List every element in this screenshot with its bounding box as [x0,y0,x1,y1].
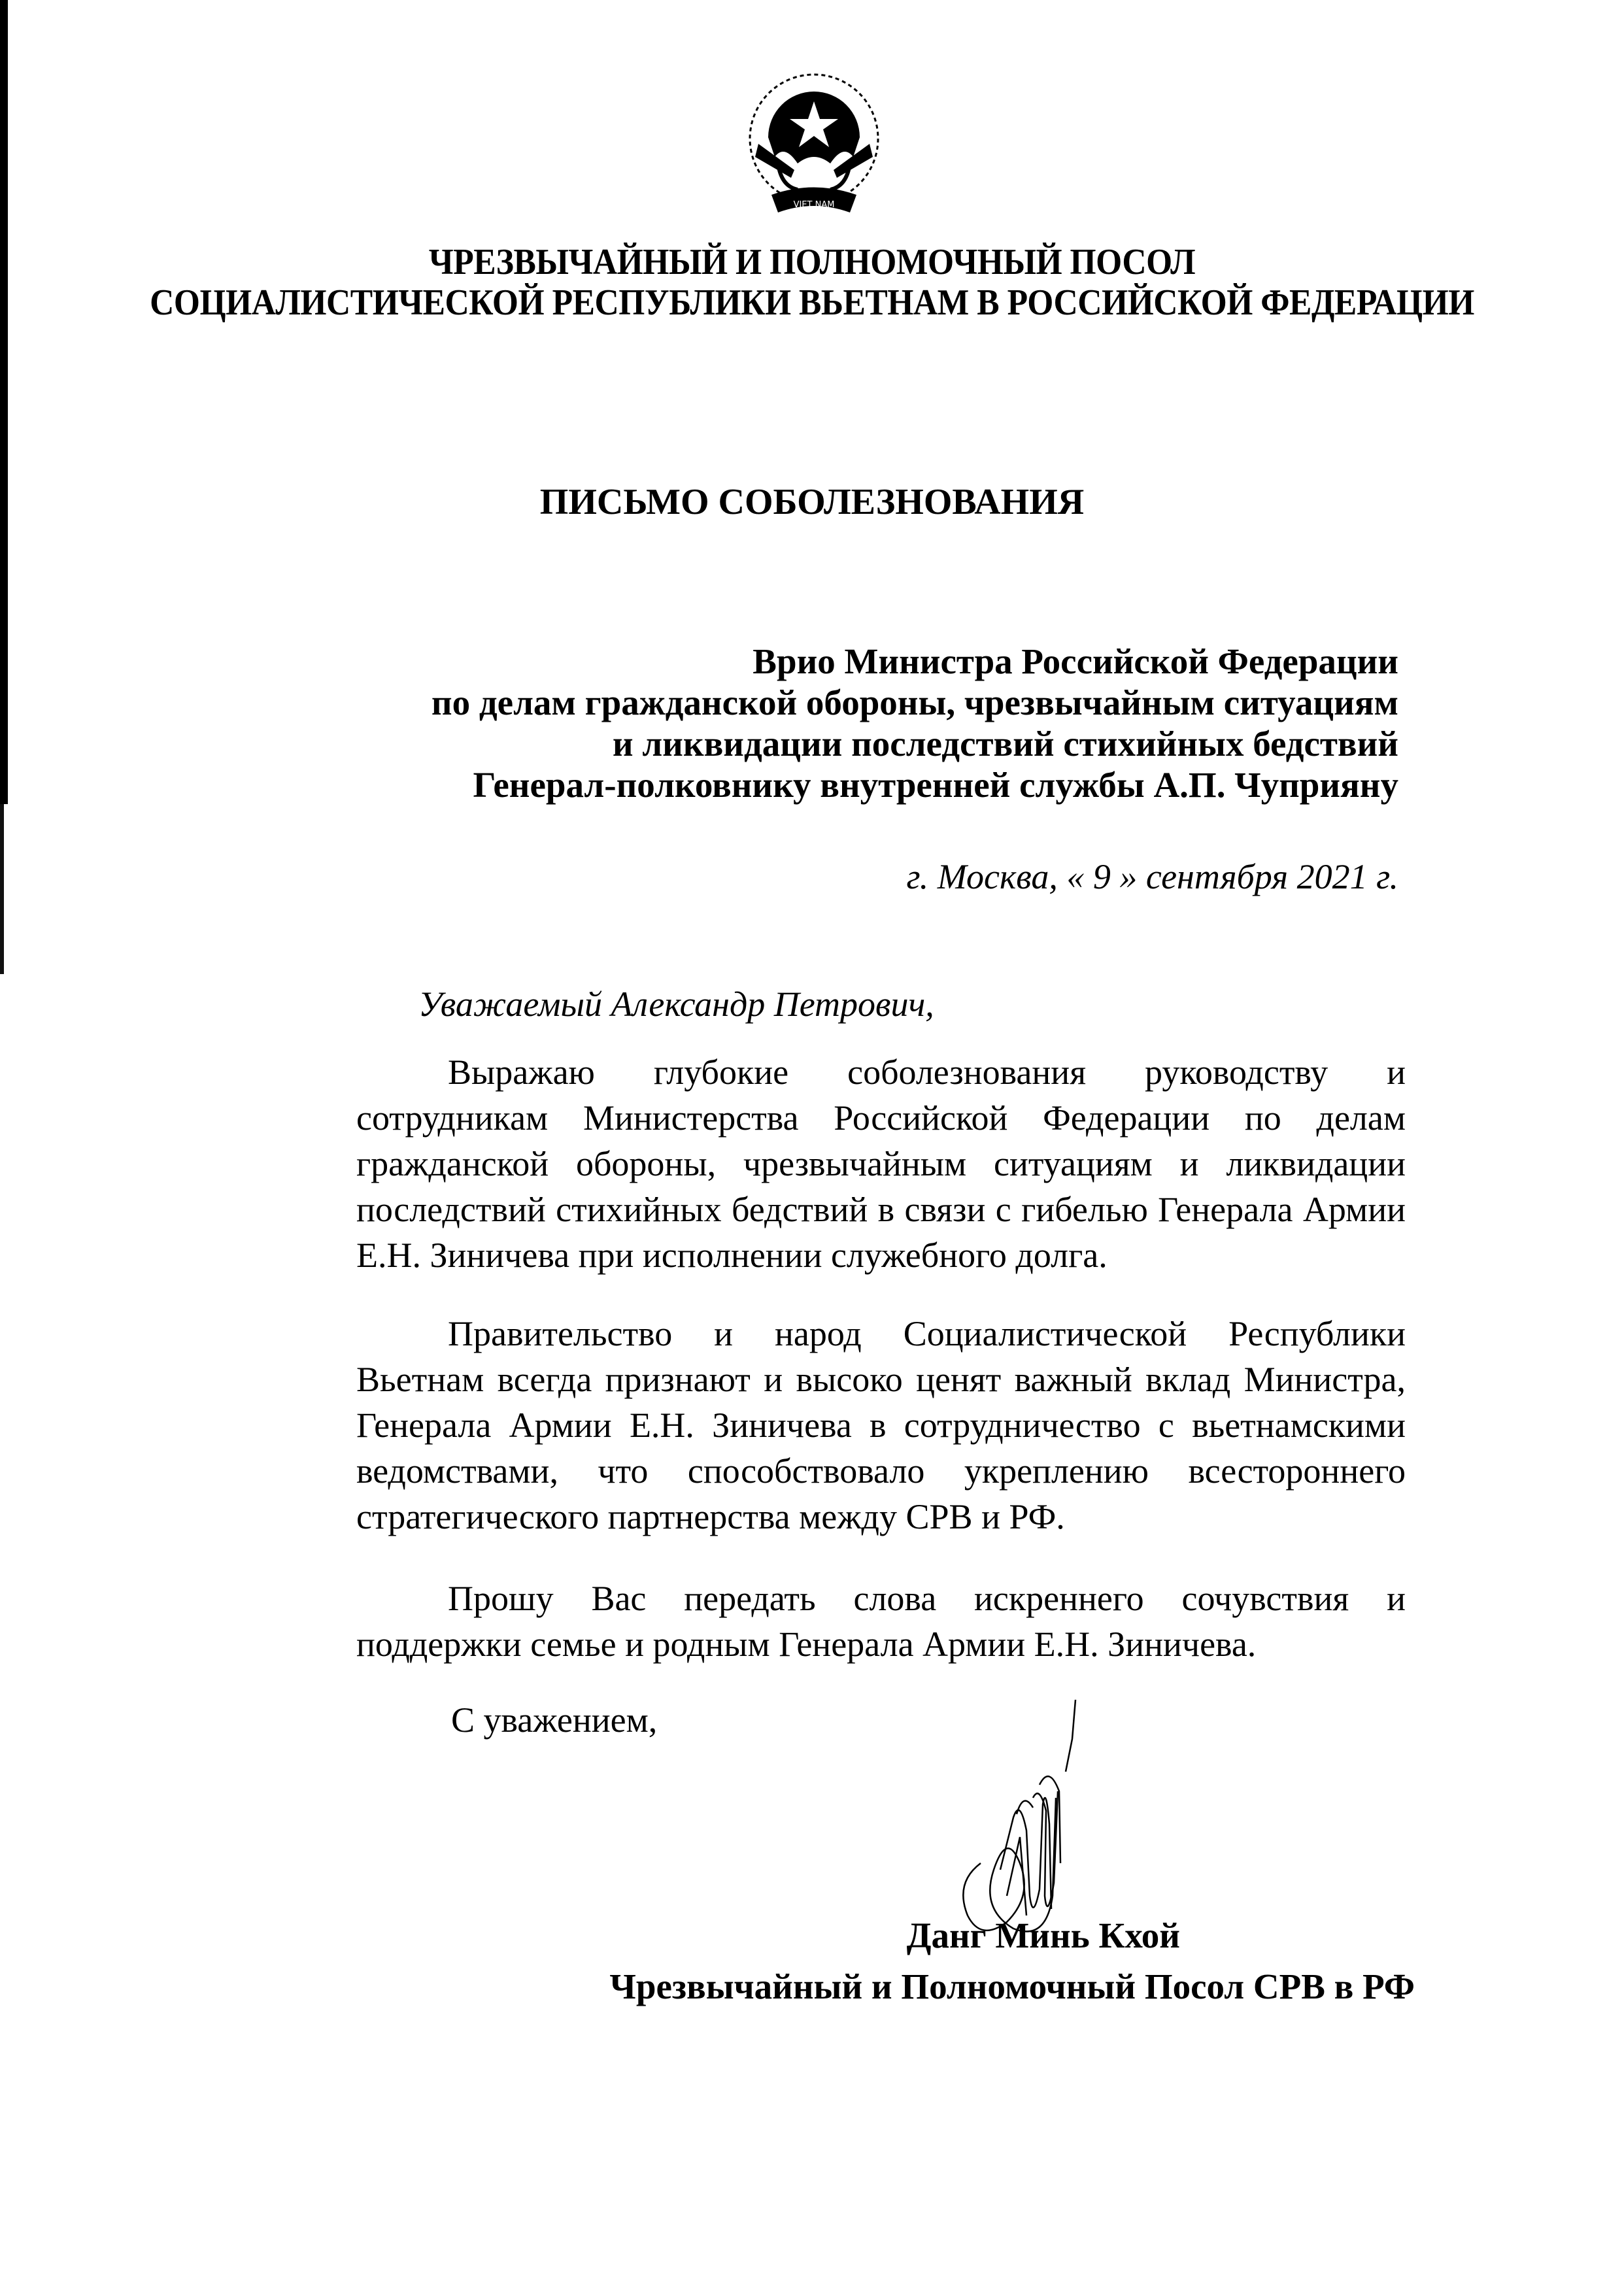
document-title: ПИСЬМО СОБОЛЕЗНОВАНИЯ [539,482,1085,522]
scan-edge-shadow [0,0,8,804]
body-paragraph: Прошу Вас передать слова искреннего сочувствия и поддержки семье и родным Генерала Армии Е.Н. Зиничева. [356,1579,1406,1664]
closing-phrase: С уважением, [451,1700,658,1740]
signatory-name: Данг Минь Кхой [906,1915,1180,1955]
national-emblem-icon [732,65,896,222]
signatory-name-row [0,1915,1379,1956]
body-paragraph-1-container [356,1049,1406,1278]
addressee-line: и ликвидации последствий стихийных бедствий [612,724,1398,764]
handwritten-signature-icon [941,1700,1125,1948]
letterhead-line-2: СОЦИАЛИСТИЧЕСКОЙ РЕСПУБЛИКИ ВЬЕТНАМ В РОССИЙСКОЙ ФЕДЕРАЦИИ [150,282,1474,323]
scan-edge-shadow-lower [0,804,4,974]
body-paragraph-2-container [356,1311,1406,1540]
addressee-line: Врио Министра Российской Федерации [753,641,1398,681]
addressee-block [431,641,1398,805]
addressee-line: по делам гражданской обороны, чрезвычайным ситуациям [431,683,1398,722]
body-paragraph: Выражаю глубокие соболезнования руководству и сотрудникам Министерства Российской Федерации по делам гражданской обороны, чрезвычайным ситуациям и ликвидации последствий стихийных бедствий в связи с гибелью Генерала Армии Е.Н. Зиничева при исполнении служебного долга. [356,1053,1406,1275]
body-paragraph: Правительство и народ Социалистической Республики Вьетнам всегда признают и высоко ценят важный вклад Министра, Генерала Армии Е.Н. Зиничева в сотрудничество с вьетнамскими ведомствами, что способствовало укреплению всестороннего стратегического партнерства между СРВ и РФ. [356,1314,1406,1536]
place-and-date: г. Москва, « 9 » сентября 2021 г. [906,857,1398,896]
addressee-line: Генерал-полковнику внутренней службы А.П. Чуприяну [473,765,1398,805]
letterhead-line-1: ЧРЕЗВЫЧАЙНЫЙ И ПОЛНОМОЧНЫЙ ПОСОЛ [428,242,1196,282]
svg-text:VIET NAM: VIET NAM [793,200,835,210]
salutation: Уважаемый Александр Петрович, [418,985,934,1024]
signatory-title: Чрезвычайный и Полномочный Посол СРВ в РФ [609,1966,1415,2006]
body-paragraph-3-container [356,1576,1406,1667]
letterhead [65,242,1559,323]
